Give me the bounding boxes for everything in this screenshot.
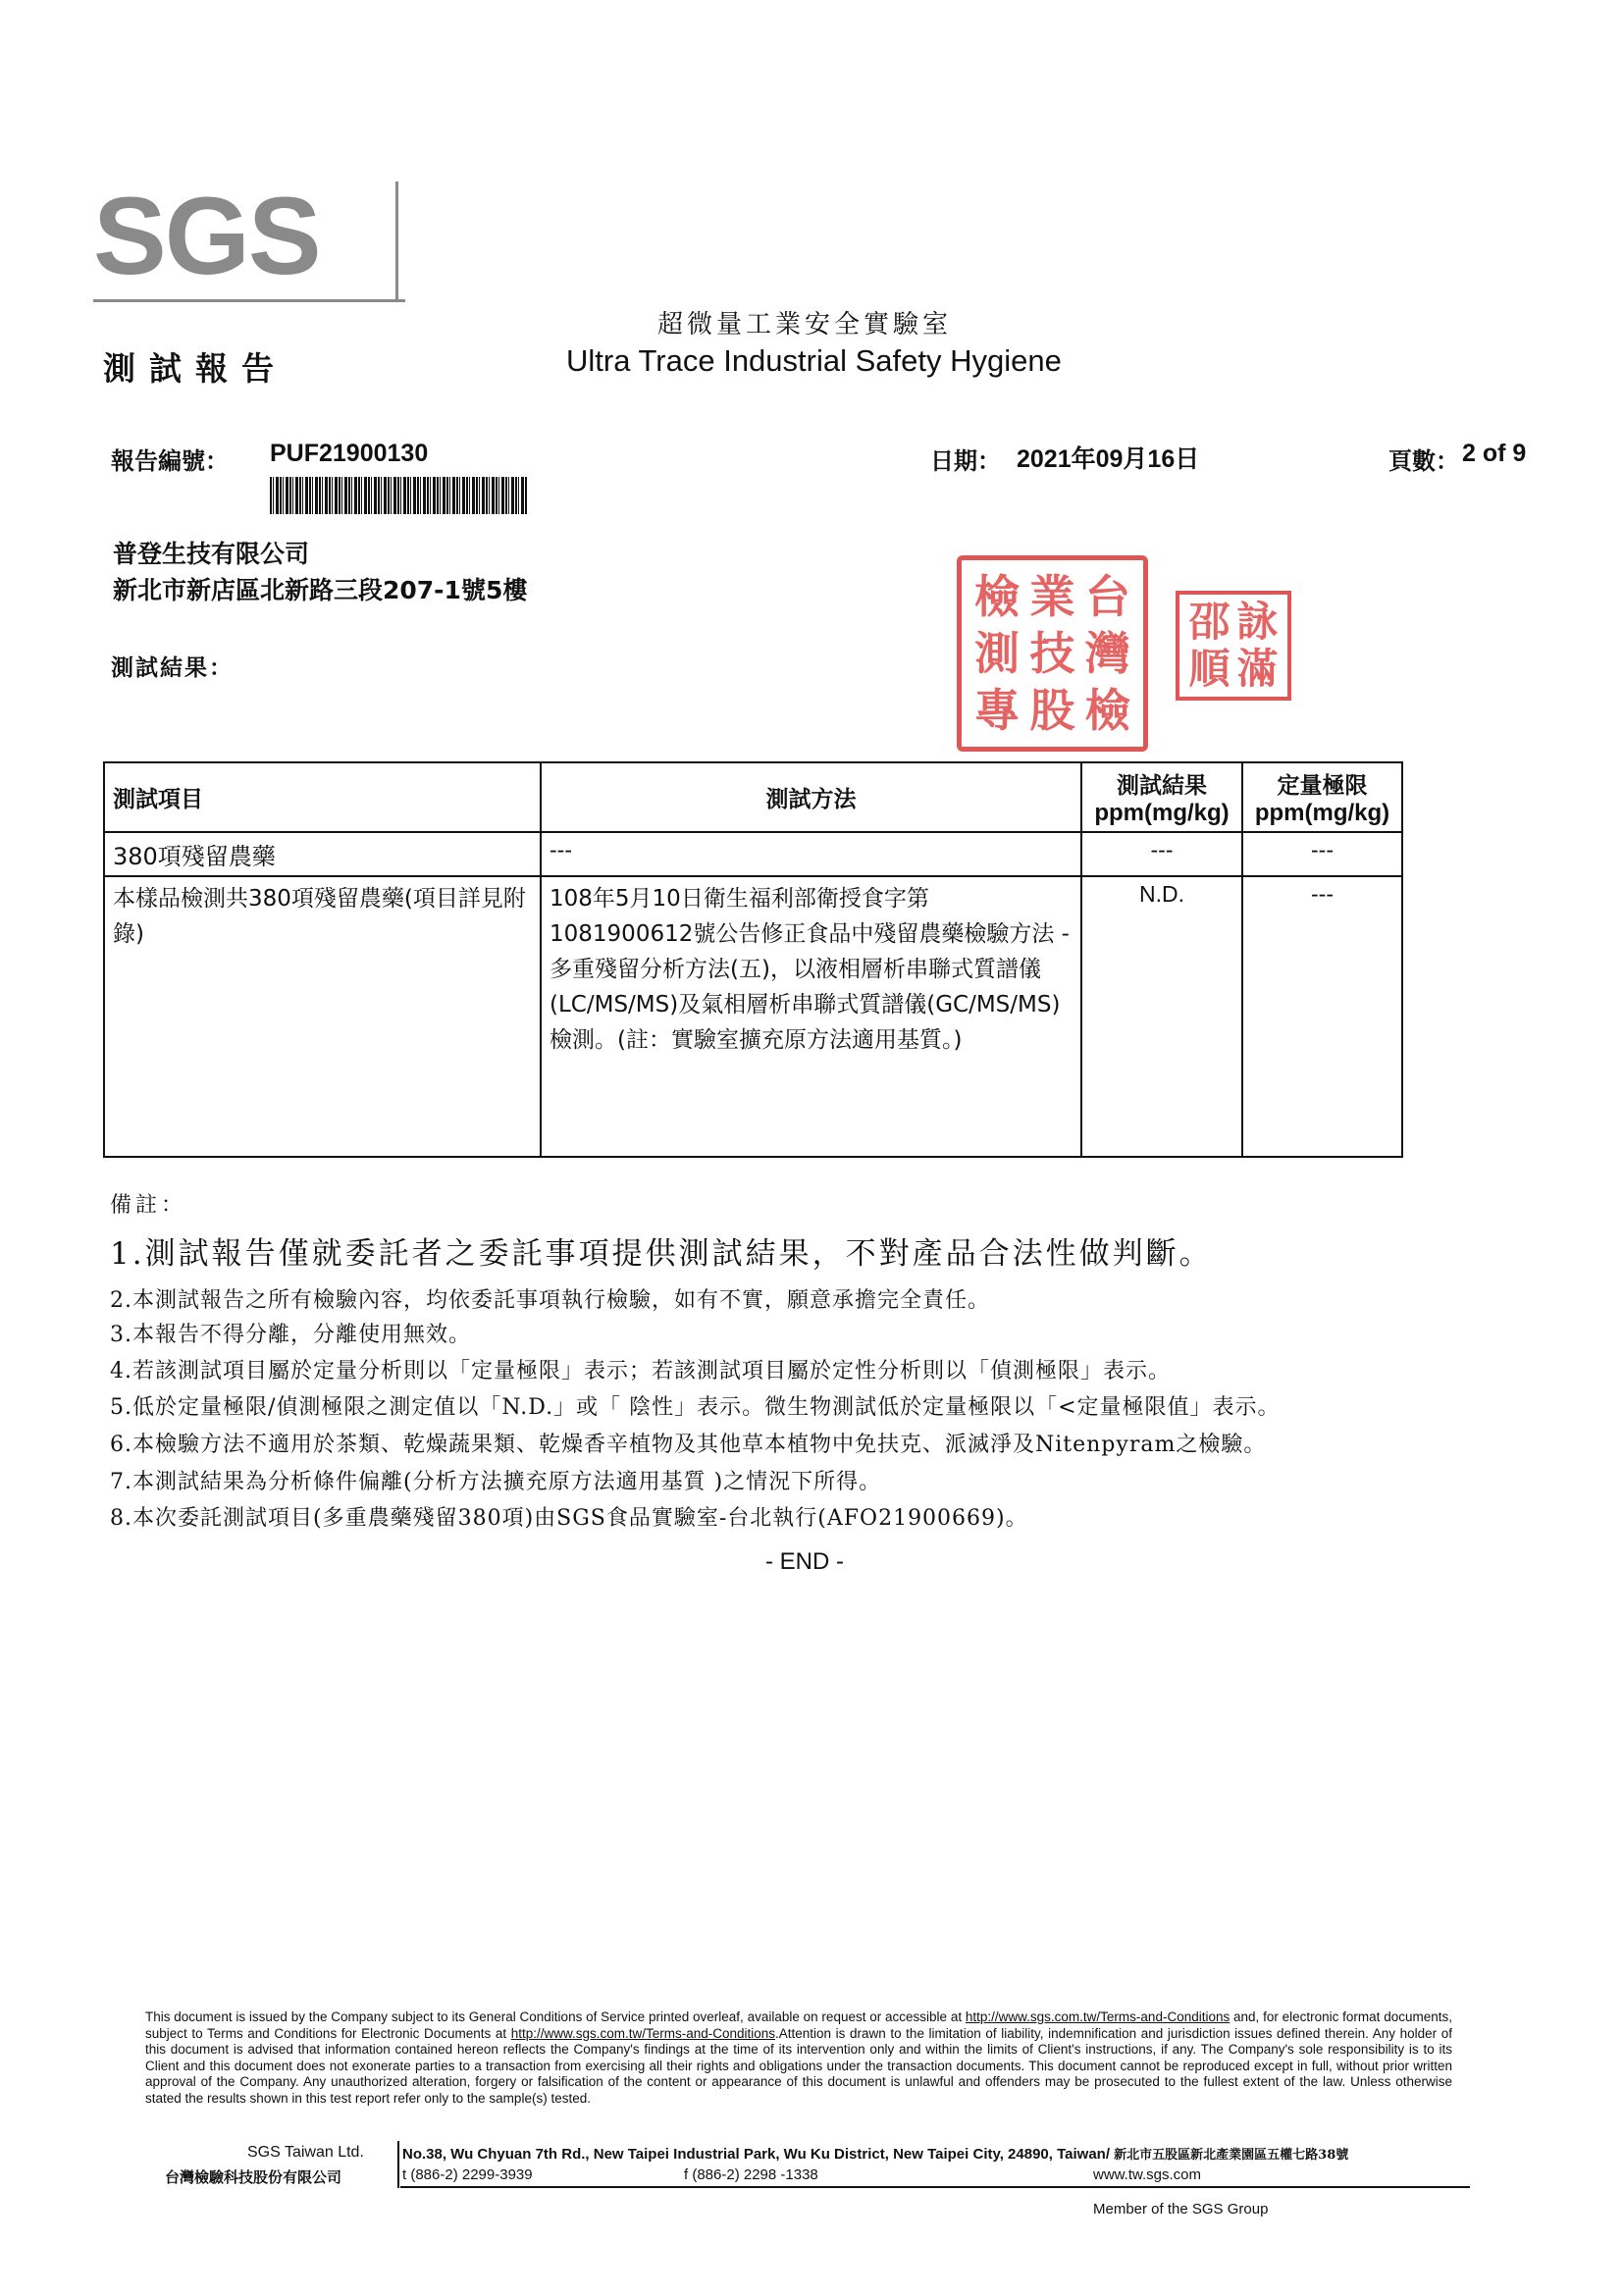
- lab-name-english: Ultra Trace Industrial Safety Hygiene: [566, 343, 1062, 378]
- date-label: 日期：: [930, 446, 1001, 475]
- footer-rule: [400, 2186, 1470, 2188]
- row-method: 108年5月10日衛生福利部衛授食字第1081900612號公告修正食品中殘留農藥檢驗方法 - 多重殘留分析方法(五)，以液相層析串聯式質譜儀(LC/MS/MS)及氣相層析串聯式質譜儀(GC/MS/MS)檢測。(註：實驗室擴充原方法適用基質。): [541, 876, 1081, 1157]
- seal-character: 順: [1188, 645, 1230, 693]
- client-name: 普登生技有限公司: [113, 540, 310, 568]
- header-loq-title: 定量極限: [1277, 772, 1368, 799]
- table-row: [104, 876, 1402, 1157]
- seal-character: 台: [1084, 570, 1130, 623]
- seal-character: 業: [1029, 570, 1075, 623]
- row-loq: ---: [1242, 832, 1402, 876]
- company-name-english: SGS Taiwan Ltd.: [247, 2144, 364, 2161]
- report-number: PUF21900130: [270, 440, 429, 467]
- header-result-title: 測試結果: [1117, 772, 1207, 799]
- header-loq-unit: ppm(mg/kg): [1254, 800, 1390, 826]
- company-seal: [957, 555, 1148, 752]
- seal-character: 技: [1029, 627, 1075, 680]
- fax: f (886-2) 2298 -1338: [684, 2166, 818, 2183]
- seal-character: 專: [974, 684, 1021, 737]
- report-date: 2021年09月16日: [1017, 445, 1200, 473]
- disclaimer-part-1: This document is issued by the Company subject to its General Conditions of Service printed overleaf, available on request or accessible at: [145, 2009, 966, 2024]
- seal-character: 滿: [1236, 645, 1279, 693]
- member-of-group: Member of the SGS Group: [1093, 2201, 1269, 2218]
- logo-underline: [93, 299, 405, 302]
- company-address-english: No.38, Wu Chyuan 7th Rd., New Taipei Industrial Park, Wu Ku District, New Taipei City, 24890, Taiwan/: [402, 2146, 1110, 2163]
- document-type-title: 測試報告: [103, 349, 288, 388]
- header-test-method: 測試方法: [541, 762, 1081, 832]
- seal-character: 股: [1029, 684, 1075, 737]
- client-address: 新北市新店區北新路三段207-1號5樓: [113, 576, 528, 604]
- footer-disclaimer: [145, 2009, 1452, 2107]
- disclaimer-part-3: .Attention is drawn to the limitation of liability, indemnification and jurisdiction issues defined therein. Any holder of this document is advised that information contained hereon reflects the Company's findings at the time of its intervention only and within the limits of Client's instructions, if any. The Company's sole responsibility is to its Client and this document does not exonerate parties to a transaction from exercising all their rights and obligations under the transaction documents. This document cannot be reproduced except in full, without prior written approval of the Company. Any unauthorized alteration, forgery or falsification of the content or appearance of this document is unlawful and offenders may be prosecuted to the fullest extent of the law. Unless otherwise stated the results shown in this test report refer only to the sample(s) tested.: [145, 2025, 1452, 2106]
- row-result: N.D.: [1081, 876, 1242, 1157]
- seal-character: 詠: [1236, 598, 1279, 646]
- company-name-chinese: 台灣檢驗科技股份有限公司: [165, 2168, 342, 2186]
- remark-note: 6.本檢驗方法不適用於茶類、乾燥蔬果類、乾燥香辛植物及其他草本植物中免扶克、派滅淨及Nitenpyram之檢驗。: [110, 1433, 1267, 1457]
- row-result: ---: [1081, 832, 1242, 876]
- remark-note: 1.測試報告僅就委託者之委託事項提供測試結果，不對產品合法性做判斷。: [110, 1236, 1213, 1272]
- row-loq: ---: [1242, 876, 1402, 1157]
- electronic-terms-link[interactable]: http://www.sgs.com.tw/Terms-and-Conditions: [510, 2025, 776, 2041]
- row-item: 本樣品檢測共380項殘留農藥(項目詳見附錄): [104, 876, 541, 1157]
- report-number-label: 報告編號：: [111, 446, 229, 475]
- barcode: [270, 477, 527, 514]
- seal-character: 檢: [1084, 684, 1130, 737]
- footer-divider: [397, 2141, 399, 2188]
- company-address-chinese: 新北市五股區新北產業園區五權七路38號: [1114, 2148, 1349, 2163]
- telephone: t (886-2) 2299-3939: [402, 2166, 533, 2183]
- personal-seal: [1176, 591, 1291, 701]
- remark-note: 2.本測試報告之所有檢驗內容，均依委託事項執行檢驗，如有不實，願意承擔完全責任。: [110, 1288, 990, 1313]
- header-test-result: [1081, 762, 1242, 832]
- disclaimer-part-2: and, for electronic format documents, subject to Terms and Conditions for Electronic Documents at: [145, 2009, 1453, 2041]
- results-table: [103, 761, 1403, 1158]
- remark-note: 3.本報告不得分離，分離使用無效。: [110, 1323, 471, 1347]
- header-test-item: 測試項目: [104, 762, 541, 832]
- logo-side-line: [395, 182, 398, 302]
- sgs-logo-text: SGS: [93, 175, 320, 297]
- remarks-label: 備註：: [110, 1193, 187, 1218]
- company-address: [402, 2144, 1348, 2163]
- row-method: ---: [541, 832, 1081, 876]
- terms-link[interactable]: http://www.sgs.com.tw/Terms-and-Conditions: [965, 2009, 1230, 2024]
- table-header-row: [104, 762, 1402, 832]
- lab-name-chinese: 超微量工業安全實驗室: [657, 310, 953, 339]
- remark-note: 8.本次委託測試項目(多重農藥殘留380項)由SGS食品實驗室-台北執行(AFO21900669)。: [110, 1506, 1028, 1531]
- header-loq: [1242, 762, 1402, 832]
- remark-note: 7.本測試結果為分析條件偏離(分析方法擴充原方法適用基質 )之情況下所得。: [110, 1470, 882, 1494]
- pages-label: 頁數：: [1388, 447, 1459, 475]
- website: www.tw.sgs.com: [1093, 2166, 1202, 2183]
- seal-character: 檢: [974, 570, 1021, 623]
- table-row: [104, 832, 1402, 876]
- seal-character: 邵: [1188, 598, 1230, 646]
- end-marker: - END -: [765, 1548, 844, 1575]
- sgs-logo: [93, 175, 405, 304]
- results-label: 測試結果：: [111, 654, 234, 681]
- seal-character: 灣: [1084, 627, 1130, 680]
- header-result-unit: ppm(mg/kg): [1094, 800, 1230, 826]
- seal-character: 測: [974, 627, 1021, 680]
- row-item: 380項殘留農藥: [104, 832, 541, 876]
- remark-note: 4.若該測試項目屬於定量分析則以「定量極限」表示；若該測試項目屬於定性分析則以「偵測極限」表示。: [110, 1359, 1171, 1383]
- page-count: 2 of 9: [1462, 440, 1527, 467]
- remark-note: 5.低於定量極限/偵測極限之測定值以「N.D.」或「 陰性」表示。微生物測試低於定量極限以「<定量極限值」表示。: [110, 1395, 1281, 1420]
